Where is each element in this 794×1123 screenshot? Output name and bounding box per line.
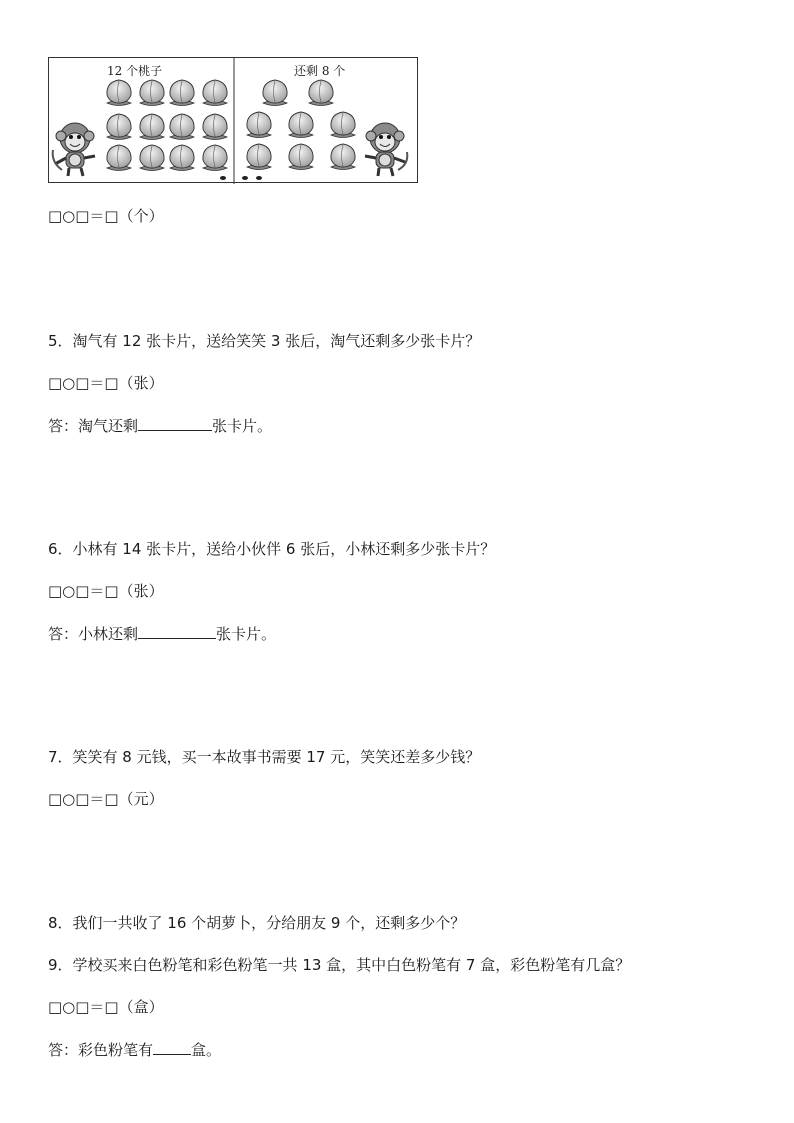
peach-icon	[107, 145, 131, 171]
monkey-left-icon	[53, 123, 95, 176]
q5-answer-prefix: 答：淘气还剩	[48, 417, 139, 435]
seed-icon	[220, 176, 226, 180]
q7-equation: □○□＝□（元）	[48, 790, 164, 808]
peach-icon	[289, 144, 313, 170]
q6-answer	[48, 623, 276, 644]
peach-icon	[140, 145, 164, 171]
q6-answer-prefix: 答：小林还剩	[48, 625, 139, 643]
q8-question: 8．我们一共收了 16 个胡萝卜，分给朋友 9 个，还剩多少个？	[48, 914, 466, 932]
peach-icon	[203, 114, 227, 140]
q9-equation: □○□＝□（盒）	[48, 998, 164, 1016]
peach-icon	[140, 114, 164, 140]
q6-answer-blank[interactable]	[138, 623, 216, 639]
peach-icon	[247, 144, 271, 170]
peach-icon	[289, 112, 313, 138]
monkey-right-icon	[365, 123, 407, 176]
peach-icon	[331, 112, 355, 138]
q4-equation: □○□＝□（个）	[48, 207, 164, 225]
q9-answer-prefix: 答：彩色粉笔有	[48, 1041, 154, 1059]
peach-icon	[140, 80, 164, 106]
right-caption: 还剩 8 个	[294, 64, 346, 78]
peach-icon	[170, 80, 194, 106]
peach-icon	[170, 145, 194, 171]
q6-equation: □○□＝□（张）	[48, 582, 164, 600]
q5-question: 5．淘气有 12 张卡片，送给笑笑 3 张后，淘气还剩多少张卡片？	[48, 332, 481, 350]
q9-answer-suffix: 盒。	[191, 1041, 222, 1059]
q9-question: 9．学校买来白色粉笔和彩色粉笔一共 13 盒，其中白色粉笔有 7 盒，彩色粉笔有几盒？	[48, 956, 631, 974]
peach-icon	[331, 144, 355, 170]
q5-answer-blank[interactable]	[138, 415, 212, 431]
peach-icon	[107, 114, 131, 140]
q7-question: 7．笑笑有 8 元钱，买一本故事书需要 17 元，笑笑还差多少钱？	[48, 748, 481, 766]
left-caption: 12 个桃子	[107, 64, 163, 78]
peach-icon	[263, 80, 287, 106]
q9-answer	[48, 1039, 221, 1060]
seed-icon	[256, 176, 262, 180]
peach-icon	[203, 80, 227, 106]
seed-icon	[242, 176, 248, 180]
peach-icon	[107, 80, 131, 106]
q6-answer-suffix: 张卡片。	[216, 625, 277, 643]
q5-answer	[48, 415, 272, 436]
peach-icon	[247, 112, 271, 138]
q5-equation: □○□＝□（张）	[48, 374, 164, 392]
q5-answer-suffix: 张卡片。	[212, 417, 273, 435]
q6-question: 6．小林有 14 张卡片，送给小伙伴 6 张后，小林还剩多少张卡片？	[48, 540, 496, 558]
peach-figure	[48, 57, 418, 183]
peach-icon	[170, 114, 194, 140]
peach-icon	[309, 80, 333, 106]
peach-icon	[203, 145, 227, 171]
q9-answer-blank[interactable]	[153, 1039, 191, 1055]
peach-illustration	[49, 58, 419, 184]
